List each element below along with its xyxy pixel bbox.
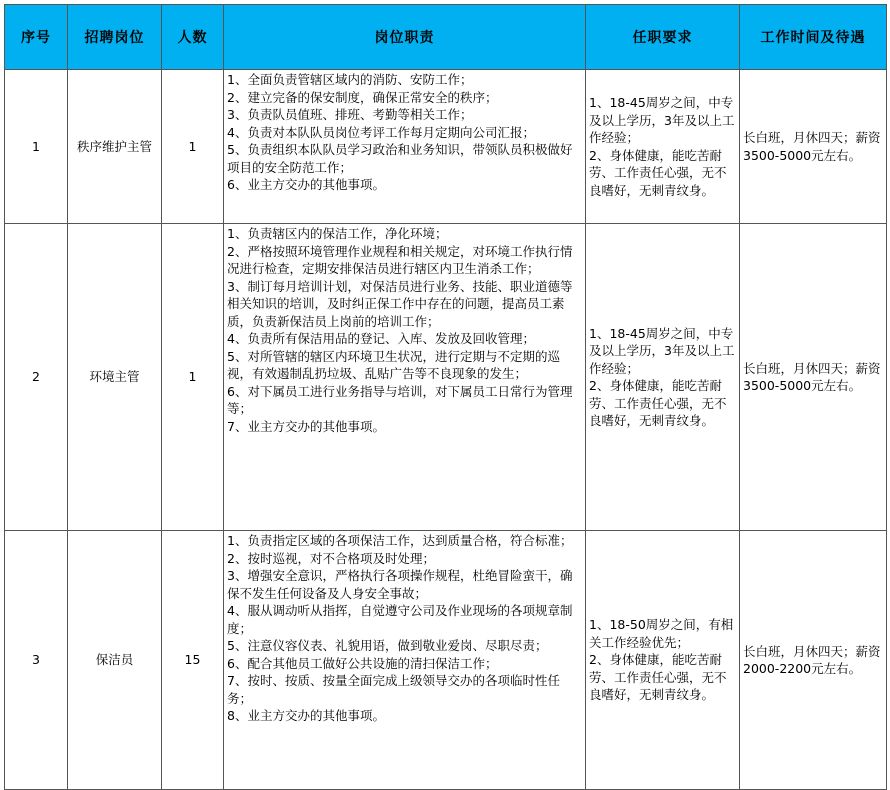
cell-pay: 长白班，月休四天；薪资3500-5000元左右。	[740, 70, 887, 224]
cell-count: 15	[162, 531, 224, 790]
cell-no: 2	[5, 224, 68, 531]
duty-item: 1、负责辖区内的保洁工作，净化环境；	[227, 226, 448, 241]
duty-item: 4、负责对本队队员岗位考评工作每月定期向公司汇报；	[227, 124, 535, 140]
cell-count: 1	[162, 70, 224, 224]
duty-item: 1、全面负责管辖区域内的消防、安防工作；	[227, 72, 473, 87]
requirement-item: 2、身体健康，能吃苦耐劳、工作责任心强，无不良嗜好，无刺青纹身。	[589, 652, 727, 703]
cell-position: 环境主管	[68, 224, 162, 531]
cell-position: 保洁员	[68, 531, 162, 790]
duty-item: 5、对所管辖的辖区内环境卫生状况，进行定期与不定期的巡视，有效遏制乱扔垃圾、乱贴广告等不良现象的发生；	[227, 348, 560, 381]
duty-item: 2、按时巡视，对不合格项及时处理；	[227, 550, 435, 566]
cell-no: 3	[5, 531, 68, 790]
duty-item: 3、增强安全意识，严格执行各项操作规程，杜绝冒险蛮干，确保不发生任何设备及人身安全事故；	[227, 568, 573, 601]
duty-item: 6、配合其他员工做好公共设施的清扫保洁工作；	[227, 655, 498, 671]
table-row	[5, 70, 887, 224]
cell-requirements	[586, 531, 740, 790]
cell-duties	[224, 531, 586, 790]
cell-no: 1	[5, 70, 68, 224]
duty-item: 6、对下属员工进行业务指导与培训，对下属员工日常行为管理等；	[227, 383, 573, 416]
duty-item: 3、制订每月培训计划，对保洁员进行业务、技能、职业道德等相关知识的培训，及时纠正保工作中存在的问题，提高员工素质，负责新保洁员上岗前的培训工作；	[227, 278, 573, 329]
duty-item: 5、负责组织本队队员学习政治和业务知识，带领队员积极做好项目的安全防范工作；	[227, 142, 573, 175]
duty-item: 4、服从调动听从指挥，自觉遵守公司及作业现场的各项规章制度；	[227, 603, 573, 636]
requirement-item: 1、18-50周岁之间，有相关工作经验优先；	[589, 617, 734, 650]
header-duties: 岗位职责	[224, 5, 586, 70]
duty-item: 5、注意仪容仪表、礼貌用语，做到敬业爱岗、尽职尽责；	[227, 638, 548, 653]
cell-count: 1	[162, 224, 224, 531]
header-pay: 工作时间及待遇	[740, 5, 887, 70]
duty-item: 2、严格按照环境管理作业规程和相关规定，对环境工作执行情况进行检查，定期安排保洁员进行辖区内卫生消杀工作；	[227, 243, 573, 276]
cell-position: 秩序维护主管	[68, 70, 162, 224]
requirement-item: 1、18-45周岁之间，中专及以上学历，3年及以上工作经验；	[589, 95, 735, 145]
header-requirements: 任职要求	[586, 5, 740, 70]
cell-duties	[224, 70, 586, 224]
requirement-item: 1、18-45周岁之间，中专及以上学历，3年及以上工作经验；	[589, 325, 735, 376]
header-position: 招聘岗位	[68, 5, 162, 70]
cell-pay: 长白班，月休四天；薪资2000-2200元左右。	[740, 531, 887, 790]
cell-requirements	[586, 70, 740, 224]
duty-item: 7、业主方交办的其他事项。	[227, 418, 385, 434]
table-row	[5, 224, 887, 531]
cell-duties	[224, 224, 586, 531]
duty-item: 3、负责队员值班、排班、考勤等相关工作；	[227, 107, 473, 122]
table-row	[5, 531, 887, 790]
duty-item: 4、负责所有保洁用品的登记、入库、发放及回收管理；	[227, 331, 535, 346]
duty-item: 6、业主方交办的其他事项。	[227, 177, 385, 192]
requirement-item: 2、身体健康，能吃苦耐劳、工作责任心强，无不良嗜好，无刺青纹身。	[589, 378, 727, 428]
cell-requirements	[586, 224, 740, 531]
requirement-item: 2、身体健康，能吃苦耐劳、工作责任心强，无不良嗜好，无刺青纹身。	[589, 147, 727, 198]
duty-item: 1、负责指定区域的各项保洁工作，达到质量合格，符合标准；	[227, 533, 573, 548]
header-no: 序号	[5, 5, 68, 70]
header-row	[5, 5, 887, 70]
duty-item: 7、按时、按质、按量全面完成上级领导交办的各项临时性任务；	[227, 673, 560, 706]
duty-item: 8、业主方交办的其他事项。	[227, 708, 385, 723]
header-count: 人数	[162, 5, 224, 70]
recruitment-table	[4, 4, 887, 790]
cell-pay: 长白班，月休四天；薪资3500-5000元左右。	[740, 224, 887, 531]
duty-item: 2、建立完备的保安制度，确保正常安全的秩序；	[227, 89, 498, 105]
